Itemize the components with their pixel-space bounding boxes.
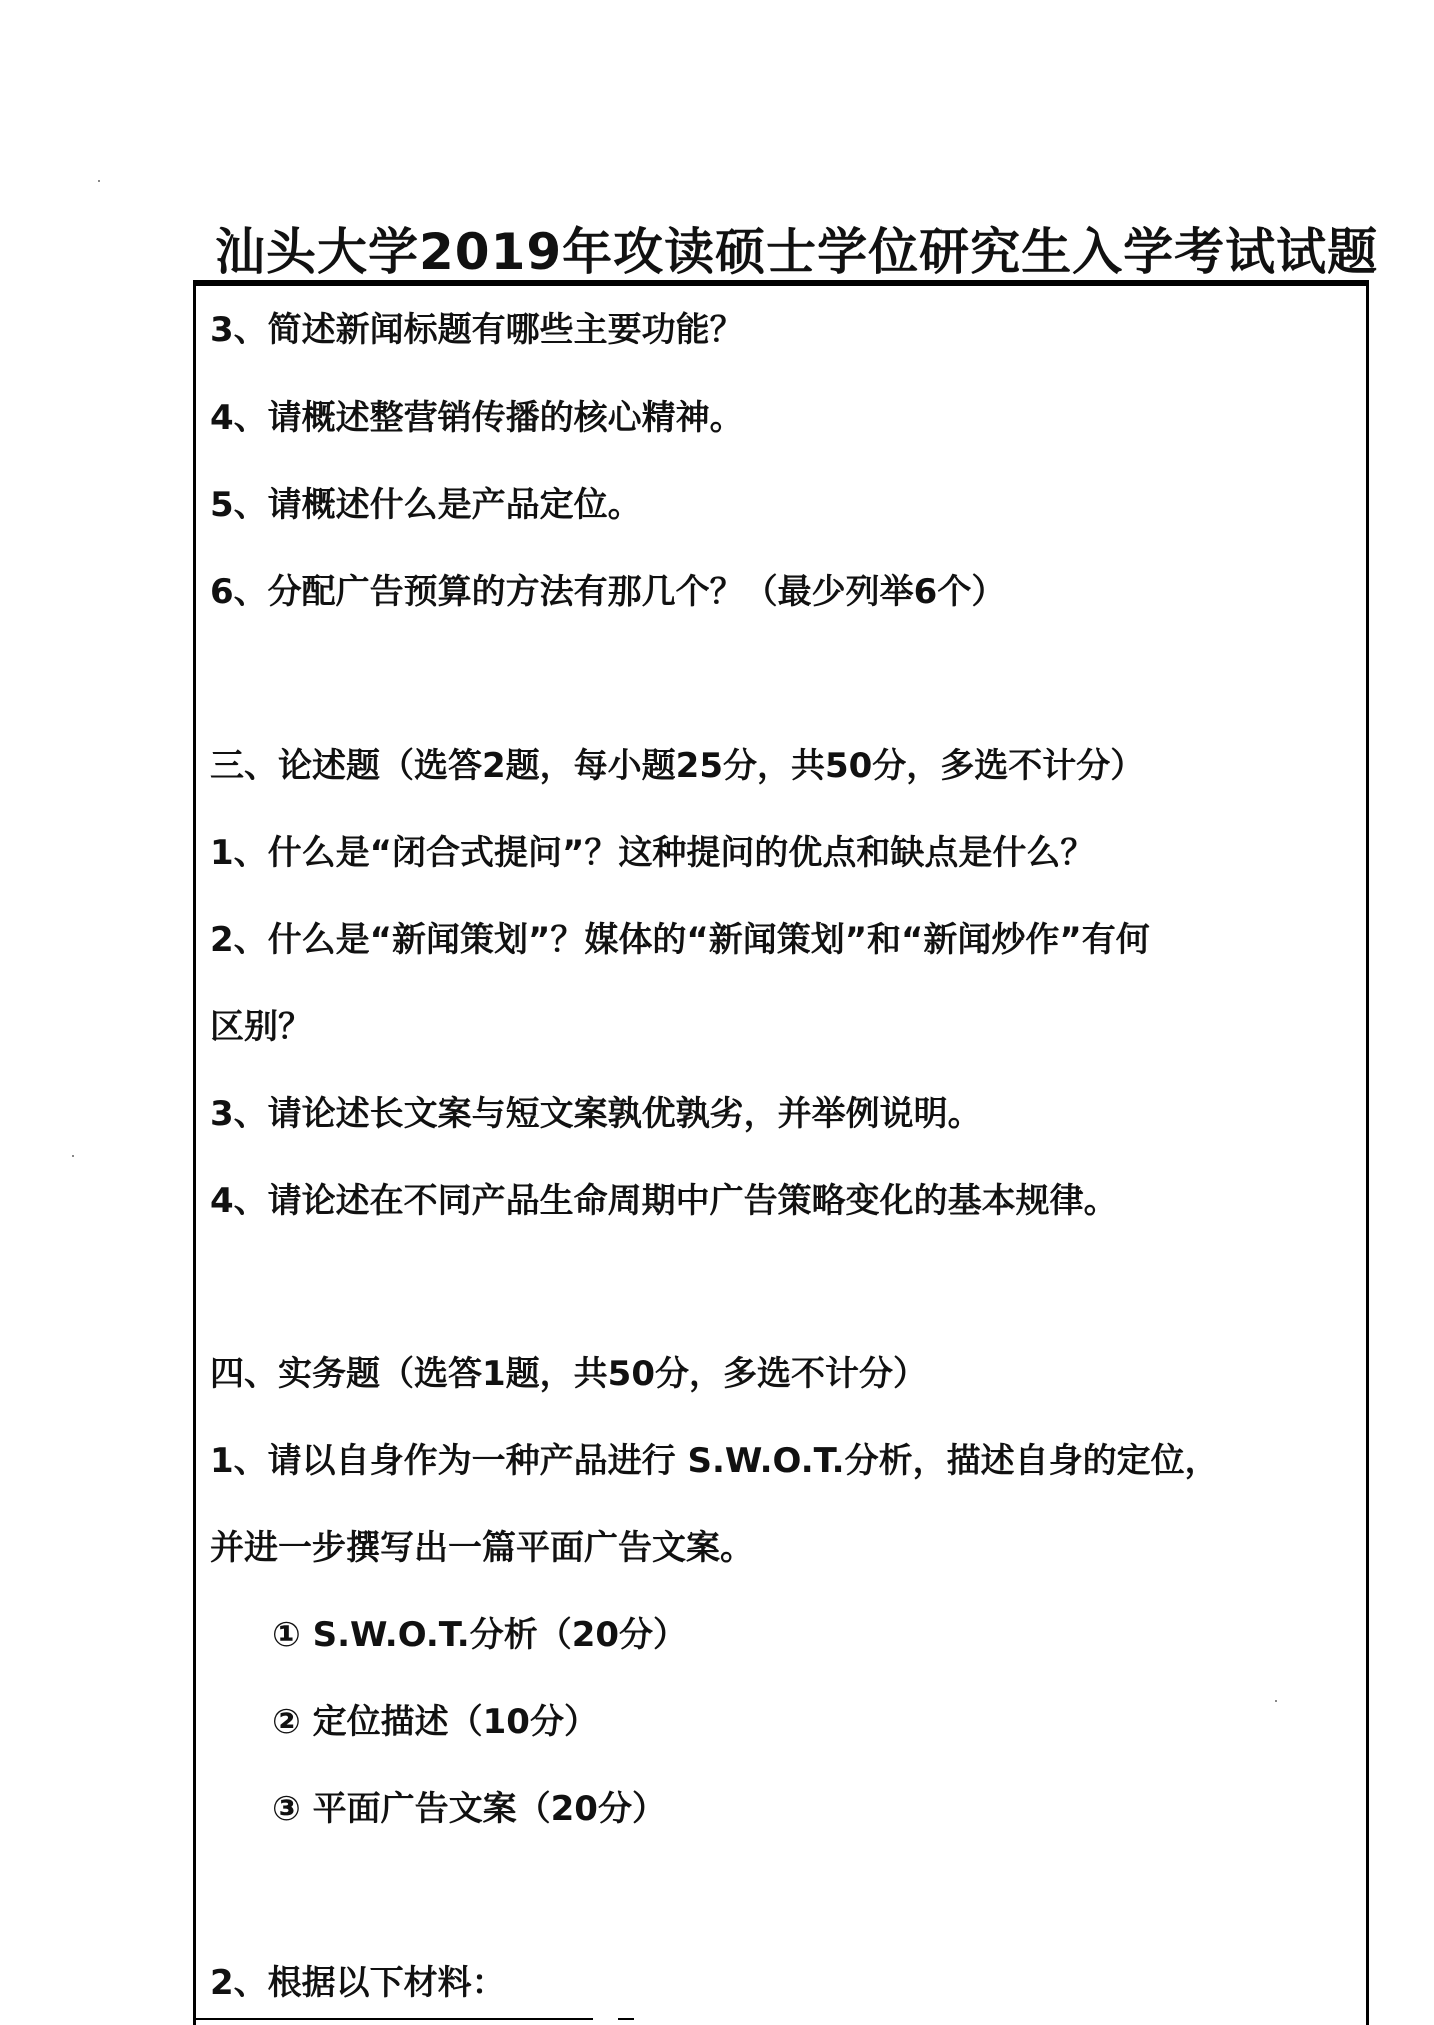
part-text: 定位描述（10分） (312, 1702, 598, 1742)
question-2-5 (210, 485, 642, 525)
section-three-heading: 三、论述题（选答2题，每小题25分，共50分，多选不计分） (210, 746, 1145, 786)
scan-speck (1275, 1700, 1277, 1702)
question-3-2 (210, 920, 1150, 960)
exam-title: 汕头大学2019年攻读硕士学位研究生入学考试试题 (215, 223, 1379, 281)
question-4-1-continuation: 并进一步撰写出一篇平面广告文案。 (210, 1528, 754, 1568)
question-3-2-continuation: 区别？ (210, 1007, 312, 1047)
question-number: 1、 (210, 833, 268, 873)
question-4-1-part-3 (272, 1789, 666, 1829)
question-number: 3、 (210, 310, 268, 350)
question-text: 请概述什么是产品定位。 (267, 485, 642, 525)
question-3-1 (210, 833, 1094, 873)
question-4-1 (210, 1441, 1219, 1481)
question-frame (193, 280, 1369, 2025)
question-number: 4、 (210, 1181, 268, 1221)
question-text: 请论述在不同产品生命周期中广告策略变化的基本规律。 (267, 1181, 1118, 1221)
question-number: 5、 (210, 485, 268, 525)
question-text: 简述新闻标题有哪些主要功能？ (267, 310, 744, 350)
question-text: 分配广告预算的方法有那几个？（最少列举6个） (267, 572, 1006, 612)
question-number: 4、 (210, 398, 268, 438)
question-number: 1、 (210, 1441, 268, 1481)
question-4-1-part-1 (272, 1615, 687, 1655)
question-4-2 (210, 1963, 506, 2003)
scan-speck (72, 1155, 74, 1157)
question-number: 2、 (210, 1963, 268, 2003)
question-2-6 (210, 572, 1005, 612)
question-3-4 (210, 1181, 1118, 1221)
question-4-1-part-2 (272, 1702, 598, 1742)
question-number: 6、 (210, 572, 268, 612)
section-four-heading: 四、实务题（选答1题，共50分，多选不计分） (210, 1354, 927, 1394)
scan-speck (98, 180, 100, 182)
question-text: 请论述长文案与短文案孰优孰劣，并举例说明。 (267, 1094, 982, 1134)
circled-number-three-marker: ③ (272, 1789, 301, 1829)
circled-number-two-marker: ② (272, 1702, 301, 1742)
part-text: S.W.O.T.分析（20分） (312, 1615, 688, 1655)
question-text: 根据以下材料： (267, 1963, 506, 2003)
question-number: 3、 (210, 1094, 268, 1134)
question-text: 请概述整营销传播的核心精神。 (267, 398, 744, 438)
question-number: 2、 (210, 920, 268, 960)
question-3-3 (210, 1094, 982, 1134)
question-2-4 (210, 398, 744, 438)
circled-number-one-marker: ① (272, 1615, 301, 1655)
question-text: 什么是“闭合式提问”？这种提问的优点和缺点是什么？ (267, 833, 1095, 873)
question-text: 请以自身作为一种产品进行 S.W.O.T.分析，描述自身的定位， (267, 1441, 1219, 1481)
part-text: 平面广告文案（20分） (312, 1789, 666, 1829)
question-text: 什么是“新闻策划”？媒体的“新闻策划”和“新闻炒作”有何 (267, 920, 1150, 960)
question-2-3 (210, 310, 744, 350)
frame-bottom-dash (618, 2018, 634, 2020)
frame-bottom-line (193, 2018, 593, 2020)
